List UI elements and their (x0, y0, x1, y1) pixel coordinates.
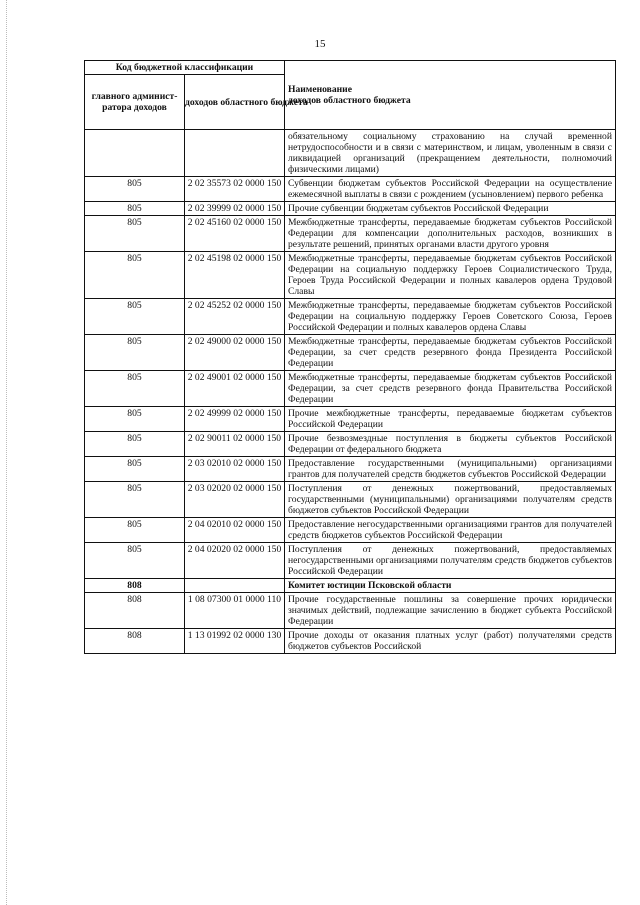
admin-code-cell: 805 (85, 371, 185, 407)
admin-code-cell: 805 (85, 202, 185, 216)
admin-code-cell: 805 (85, 335, 185, 371)
budget-code-cell: 2 04 02010 02 0000 150 (185, 518, 285, 543)
header-name-line1: Наименование (288, 84, 352, 95)
budget-code-cell (185, 579, 285, 593)
income-name-cell: Поступления от денежных пожертвований, предоставляемых негосударственными организациями получателям средств бюджетов субъектов Российской Федерации (285, 543, 616, 579)
admin-code-cell: 805 (85, 177, 185, 202)
admin-code-cell: 805 (85, 432, 185, 457)
budget-code-cell (185, 130, 285, 177)
admin-code-cell: 805 (85, 482, 185, 518)
income-name-cell: Комитет юстиции Псковской области (285, 579, 616, 593)
budget-code-cell: 2 02 49999 02 0000 150 (185, 407, 285, 432)
admin-code-cell (85, 130, 185, 177)
table-row (85, 371, 616, 407)
page-number: 15 (314, 38, 326, 50)
table-row (85, 202, 616, 216)
budget-code-cell: 2 02 39999 02 0000 150 (185, 202, 285, 216)
budget-code-cell: 2 02 45160 02 0000 150 (185, 216, 285, 252)
table-body (85, 130, 616, 654)
budget-code-cell: 2 02 49001 02 0000 150 (185, 371, 285, 407)
header-code-group: Код бюджетной классификации (85, 61, 285, 75)
admin-code-cell: 808 (85, 593, 185, 629)
budget-code-cell: 2 02 90011 02 0000 150 (185, 432, 285, 457)
income-name-cell: Прочие безвозмездные поступления в бюджеты субъектов Российской Федерации от федерального бюджета (285, 432, 616, 457)
budget-code-cell: 2 03 02010 02 0000 150 (185, 457, 285, 482)
admin-code-cell: 805 (85, 299, 185, 335)
budget-classification-table-wrapper (84, 60, 616, 654)
table-row (85, 130, 616, 177)
table-row (85, 518, 616, 543)
admin-code-cell: 805 (85, 518, 185, 543)
income-name-cell: Субвенции бюджетам субъектов Российской Федерации на осуществление ежемесячной выплаты в связи с рождением (усыновлением) первого ребенка (285, 177, 616, 202)
table-row (85, 252, 616, 299)
income-name-cell: Прочие государственные пошлины за совершение прочих юридически значимых действий, подлежащие зачислению в бюджет субъекта Российской Федерации (285, 593, 616, 629)
table-row (85, 407, 616, 432)
admin-code-cell: 808 (85, 629, 185, 654)
budget-code-cell: 2 02 49000 02 0000 150 (185, 335, 285, 371)
income-name-cell: Прочие субвенции бюджетам субъектов Российской Федерации (285, 202, 616, 216)
income-name-cell: Межбюджетные трансферты, передаваемые бюджетам субъектов Российской Федерации, за счет средств резервного фонда Президента Российской Федерации (285, 335, 616, 371)
income-name-cell: Прочие межбюджетные трансферты, передаваемые бюджетам субъектов Российской Федерации (285, 407, 616, 432)
budget-code-cell: 2 04 02020 02 0000 150 (185, 543, 285, 579)
scan-edge (0, 0, 7, 905)
table-row (85, 216, 616, 252)
income-name-cell: Межбюджетные трансферты, передаваемые бюджетам субъектов Российской Федерации для компенсации дополнительных расходов, возникших в результате решений, принятых органами власти другого уровня (285, 216, 616, 252)
table-row (85, 457, 616, 482)
table-row (85, 579, 616, 593)
admin-code-cell: 805 (85, 252, 185, 299)
budget-code-cell: 1 13 01992 02 0000 130 (185, 629, 285, 654)
table-row (85, 299, 616, 335)
income-name-cell: Межбюджетные трансферты, передаваемые бюджетам субъектов Российской Федерации, за счет средств резервного фонда Правительства Российской Федерации (285, 371, 616, 407)
income-name-cell: Предоставление государственными (муниципальными) организациями грантов для получателей средств бюджетов субъектов Российской Федерации (285, 457, 616, 482)
budget-classification-table (84, 60, 616, 654)
header-code-column: доходов областного бюджета (185, 75, 285, 130)
admin-code-cell: 805 (85, 216, 185, 252)
header-name-line2: доходов областного бюджета (288, 95, 411, 106)
table-row (85, 629, 616, 654)
header-name-column (285, 61, 616, 130)
income-name-cell: обязательному социальному страхованию на случай временной нетрудоспособности и в связи с материнством, и лицам, уволенным в связи с ликвидацией организаций (прекращением деятельности, полномочий физическими лицами) (285, 130, 616, 177)
budget-code-cell: 2 02 45252 02 0000 150 (185, 299, 285, 335)
admin-code-cell: 805 (85, 407, 185, 432)
admin-code-cell: 805 (85, 543, 185, 579)
income-name-cell: Поступления от денежных пожертвований, предоставляемых государственными (муниципальными) организациями получателям средств бюджетов субъектов Российской Федерации (285, 482, 616, 518)
income-name-cell: Предоставление негосударственными организациями грантов для получателей средств бюджетов субъектов Российской Федерации (285, 518, 616, 543)
admin-code-cell: 805 (85, 457, 185, 482)
table-row (85, 432, 616, 457)
table-row (85, 593, 616, 629)
budget-code-cell: 2 02 35573 02 0000 150 (185, 177, 285, 202)
header-admin-column: главного админист-ратора доходов (85, 75, 185, 130)
budget-code-cell: 2 02 45198 02 0000 150 (185, 252, 285, 299)
budget-code-cell: 2 03 02020 02 0000 150 (185, 482, 285, 518)
table-row (85, 482, 616, 518)
income-name-cell: Прочие доходы от оказания платных услуг (работ) получателями средств бюджетов субъектов Российской (285, 629, 616, 654)
income-name-cell: Межбюджетные трансферты, передаваемые бюджетам субъектов Российской Федерации на социальную поддержку Героев Социалистического Труда, Героев Труда Российской Федерации и полных кавалеров ордена Трудовой Славы (285, 252, 616, 299)
budget-code-cell: 1 08 07300 01 0000 110 (185, 593, 285, 629)
admin-code-cell: 808 (85, 579, 185, 593)
table-row (85, 543, 616, 579)
income-name-cell: Межбюджетные трансферты, передаваемые бюджетам субъектов Российской Федерации на социальную поддержку Героев Советского Союза, Героев Российской Федерации и полных кавалеров ордена Славы (285, 299, 616, 335)
table-row (85, 335, 616, 371)
table-row (85, 177, 616, 202)
